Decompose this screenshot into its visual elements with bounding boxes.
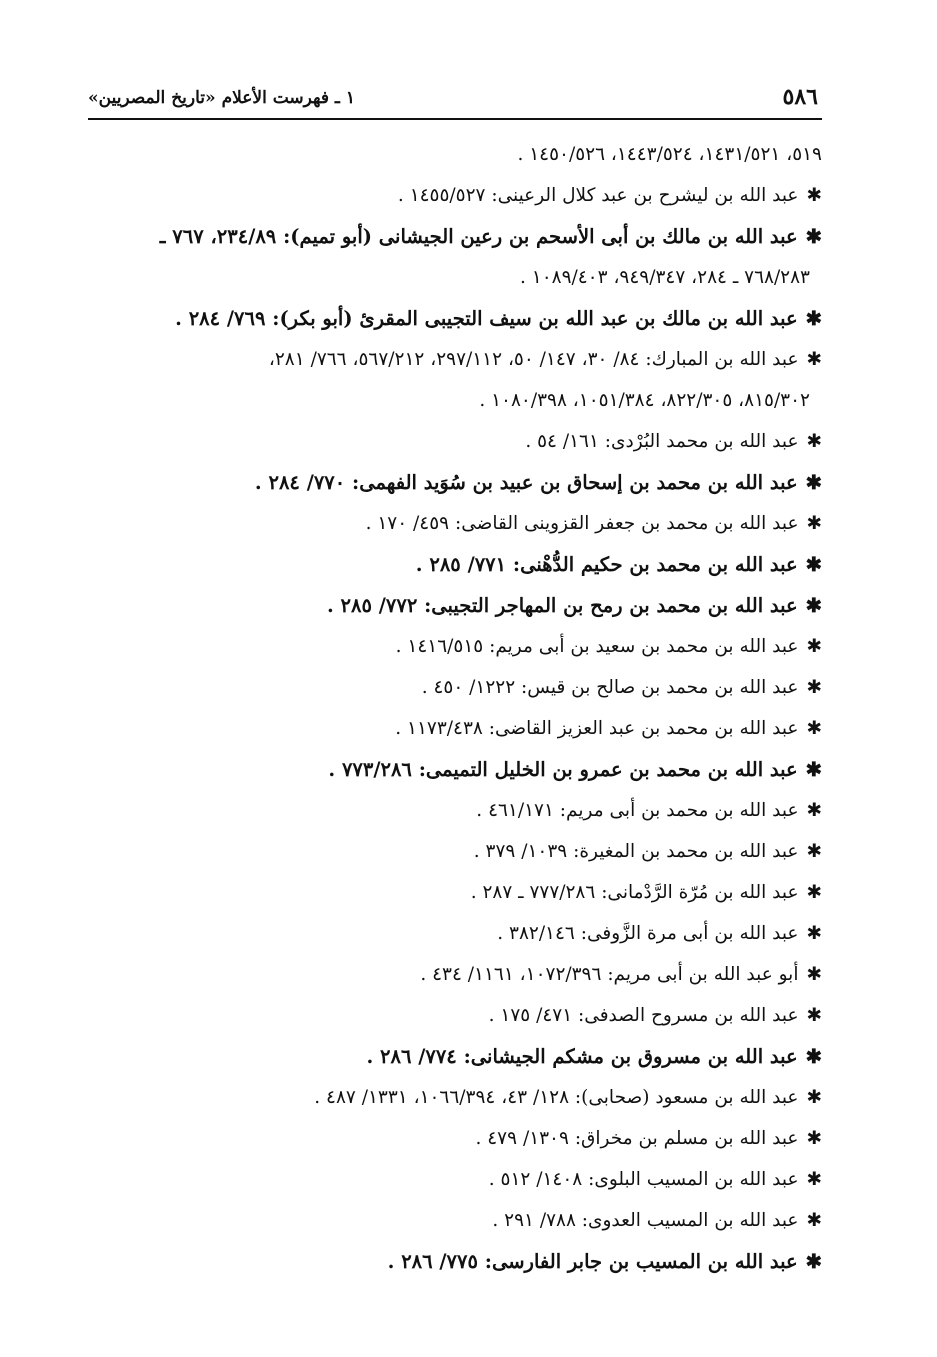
index-entry: ✱عبد الله بن محمد بن إسحاق بن عبيد بن سُوَيد الفهمى: ٧٧٠/ ٢٨٤ .	[87, 462, 822, 503]
index-entry: ✱عبد الله بن مالك بن عبد الله بن سيف التجيبى المقرئ (أبو بكر): ٧٦٩/ ٢٨٤ .	[87, 298, 822, 339]
index-entry: ✱عبد الله بن محمد بن المغيرة: ١٠٣٩/ ٣٧٩ .	[87, 831, 822, 872]
asterisk-icon: ✱	[805, 1045, 822, 1068]
asterisk-icon: ✱	[806, 882, 822, 903]
index-entry: ✱عبد الله بن مسروح الصدفى: ٤٧١/ ١٧٥ .	[87, 995, 822, 1036]
index-entry: ✱عبد الله بن محمد البُرْدى: ١٦١/ ٥٤ .	[87, 421, 822, 462]
asterisk-icon: ✱	[806, 1087, 822, 1108]
asterisk-icon: ✱	[806, 1128, 822, 1149]
asterisk-icon: ✱	[806, 677, 822, 698]
asterisk-icon: ✱	[806, 718, 822, 739]
index-entry: ✱عبد الله بن محمد بن جعفر القزوينى القاضى: ٤٥٩/ ١٧٠ .	[87, 503, 822, 544]
asterisk-icon: ✱	[806, 800, 822, 821]
asterisk-icon: ✱	[806, 513, 822, 534]
asterisk-icon: ✱	[806, 431, 822, 452]
index-entry: ✱عبد الله بن المبارك: ٨٤/ ٣٠، ١٤٧/ ٥٠، ٢٩٧/١١٢، ٥٦٧/٢١٢، ٧٦٦/ ٢٨١،	[87, 339, 822, 380]
index-entry: ✱أبو عبد الله بن أبى مريم: ١٠٧٢/٣٩٦، ١١٦١/ ٤٣٤ .	[87, 954, 822, 995]
asterisk-icon: ✱	[806, 1210, 822, 1231]
index-entries	[87, 134, 822, 1282]
asterisk-icon: ✱	[806, 349, 822, 370]
index-entry: ✱عبد الله بن محمد بن صالح بن قيس: ١٢٢٢/ ٤٥٠ .	[87, 667, 822, 708]
index-entry: ✱عبد الله بن ليشرح بن عبد كلال الرعينى: ١٤٥٥/٥٢٧ .	[87, 175, 822, 216]
asterisk-icon: ✱	[805, 1250, 822, 1273]
asterisk-icon: ✱	[806, 636, 822, 657]
asterisk-icon: ✱	[805, 471, 822, 494]
asterisk-icon: ✱	[805, 553, 822, 576]
page-header	[88, 82, 822, 120]
asterisk-icon: ✱	[806, 964, 822, 985]
index-entry: ✱عبد الله بن محمد بن حكيم الدُّهْنى: ٧٧١/ ٢٨٥ .	[87, 544, 822, 585]
index-entry: ✱عبد الله بن محمد بن عمرو بن الخليل التميمى: ٧٧٣/٢٨٦ .	[87, 749, 822, 790]
index-entry: ✱عبد الله بن محمد بن رمح بن المهاجر التجيبى: ٧٧٢/ ٢٨٥ .	[87, 585, 822, 626]
asterisk-icon: ✱	[806, 1169, 822, 1190]
page-number: ٥٨٦	[782, 84, 818, 110]
asterisk-icon: ✱	[805, 225, 822, 248]
index-entry: ✱عبد الله بن مُرّة الرَّدْمانى: ٧٧٧/٢٨٦ ـ ٢٨٧ .	[87, 872, 822, 913]
index-entry: ✱عبد الله بن مسروق بن مشكم الجيشانى: ٧٧٤/ ٢٨٦ .	[87, 1036, 822, 1077]
index-entry-continuation: ٧٦٨/٢٨٣ ـ ٢٨٤، ٩٤٩/٣٤٧، ١٠٨٩/٤٠٣ .	[520, 267, 810, 288]
index-entry: ✱عبد الله بن مسعود (صحابى): ١٢٨/ ٤٣، ١٠٦٦/٣٩٤، ١٣٣١/ ٤٨٧ .	[87, 1077, 822, 1118]
index-entry: ✱عبد الله بن مسلم بن مخراق: ١٣٠٩/ ٤٧٩ .	[87, 1118, 822, 1159]
index-entry: ✱عبد الله بن المسيب البلوى: ١٤٠٨/ ٥١٢ .	[87, 1159, 822, 1200]
asterisk-icon: ✱	[805, 307, 822, 330]
asterisk-icon: ✱	[805, 594, 822, 617]
index-entry: ✱عبد الله بن المسيب بن جابر الفارسى: ٧٧٥/ ٢٨٦ .	[87, 1241, 822, 1282]
index-entry: ✱عبد الله بن مالك بن أبى الأسحم بن رعين الجيشانى (أبو تميم): ٢٣٤/٨٩، ٧٦٧ ـ	[87, 216, 822, 257]
index-entry: ✱عبد الله بن محمد بن سعيد بن أبى مريم: ١٤١٦/٥١٥ .	[87, 626, 822, 667]
asterisk-icon: ✱	[806, 841, 822, 862]
index-entry: ✱عبد الله بن المسيب العدوى: ٧٨٨/ ٢٩١ .	[87, 1200, 822, 1241]
asterisk-icon: ✱	[806, 185, 822, 206]
index-entry: ٥١٩، ١٤٣١/٥٢١، ١٤٤٣/٥٢٤، ١٤٥٠/٥٢٦ .	[517, 144, 822, 165]
index-entry-continuation: ٨١٥/٣٠٢، ٨٢٢/٣٠٥، ١٠٥١/٣٨٤، ١٠٨٠/٣٩٨ .	[479, 390, 810, 411]
asterisk-icon: ✱	[806, 923, 822, 944]
asterisk-icon: ✱	[806, 1005, 822, 1026]
asterisk-icon: ✱	[805, 758, 822, 781]
running-title: ١ ـ فهرست الأعلام «تاريخ المصريين»	[88, 88, 355, 108]
index-entry: ✱عبد الله بن أبى مرة الزَّوفى: ٣٨٢/١٤٦ .	[87, 913, 822, 954]
index-entry: ✱عبد الله بن محمد بن أبى مريم: ٤٦١/١٧١ .	[87, 790, 822, 831]
index-entry: ✱عبد الله بن محمد بن عبد العزيز القاضى: ١١٧٣/٤٣٨ .	[87, 708, 822, 749]
